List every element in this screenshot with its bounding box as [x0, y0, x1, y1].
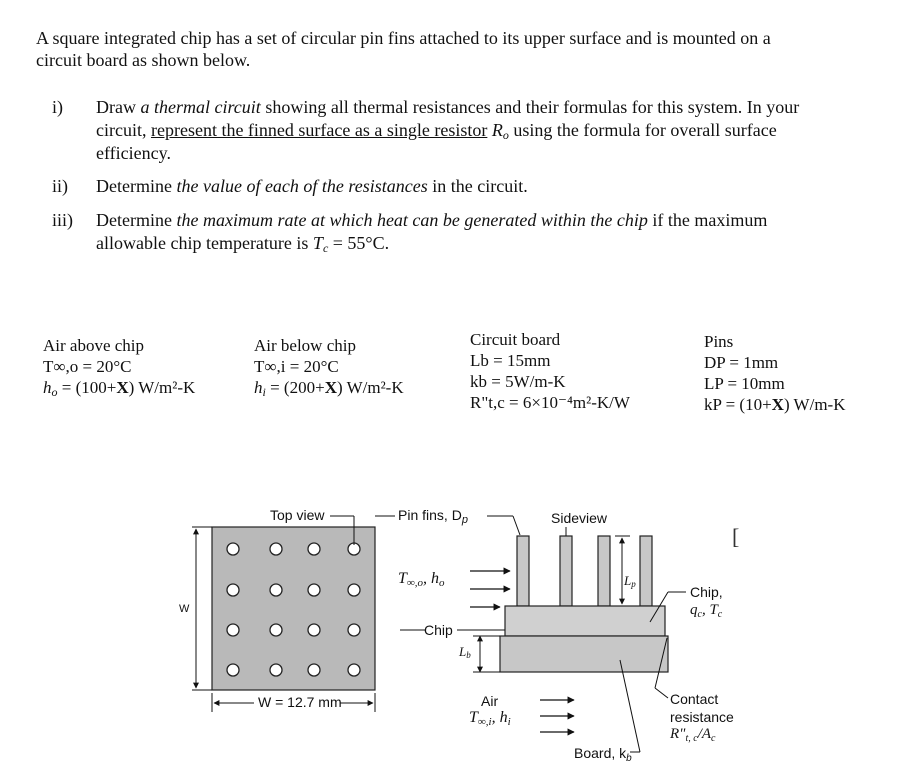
bracket-mark: [ [732, 524, 740, 549]
sideview-label: Sideview [551, 510, 608, 526]
given-contact-resistance: R"t,c = 6×10⁻⁴m²-K/W [470, 393, 630, 412]
symbol: T [312, 233, 323, 253]
leader-line [620, 660, 640, 752]
contact-formula [670, 726, 715, 744]
t-inf-o-label [398, 570, 445, 589]
leader-line [513, 516, 520, 535]
text: using the formula for overall surface [508, 120, 777, 140]
pin-circle [227, 543, 239, 555]
text: in the circuit. [427, 176, 528, 196]
text: kP = (10+ [704, 395, 772, 414]
given-title: Air above chip [43, 336, 145, 355]
board-label [574, 745, 632, 764]
symbol: T [398, 570, 407, 587]
top-view-label: Top view [270, 507, 325, 523]
symbol: L [624, 573, 632, 588]
pin-rect [517, 536, 529, 606]
text: Pin fins, D [398, 507, 462, 523]
emphasis: a thermal circuit [140, 97, 261, 117]
given-diameter: DP = 1mm [704, 353, 779, 372]
text: Draw [96, 97, 141, 117]
symbol: L [459, 644, 467, 659]
pin-circle [348, 664, 360, 676]
emphasis: the maximum rate at which heat can be generated within the chip [176, 210, 648, 230]
question-number: iii) [52, 210, 73, 230]
variable-x: X [116, 378, 129, 397]
pin-circle [308, 584, 320, 596]
airflow-arrows-bottom [540, 700, 574, 732]
subscript: c [717, 609, 723, 620]
chip-body [505, 606, 665, 636]
text: = (100+ [57, 378, 117, 397]
text: ) W/m²-K [336, 378, 404, 397]
subscript: i [507, 716, 511, 728]
pin-circle [348, 624, 360, 636]
subscript: ∞,i [477, 716, 492, 728]
text: = 55°C. [328, 233, 390, 253]
qc-tc-label [690, 602, 722, 620]
given-temperature: T∞,i = 20°C [254, 357, 339, 376]
pin-circle [270, 584, 282, 596]
w-dimension-label: W = 12.7 mm [258, 694, 342, 710]
given-length: Lb = 15mm [470, 351, 551, 370]
symbol: /A [697, 726, 712, 742]
symbol: T [469, 709, 478, 726]
given-length: LP = 10mm [704, 374, 785, 393]
text: allowable chip temperature is [96, 233, 313, 253]
text: circuit, [96, 120, 151, 140]
pin-fins-label [398, 507, 468, 526]
variable-x: X [324, 378, 337, 397]
text: if the maximum [647, 210, 768, 230]
pin-circle [270, 543, 282, 555]
text: showing all thermal resistances and their formulas for this system. In your [260, 97, 800, 117]
pin-circle [227, 624, 239, 636]
given-conductivity: kb = 5W/m-K [470, 372, 566, 391]
top-view [192, 516, 375, 712]
subscript: c [322, 241, 329, 255]
w-label: W [179, 603, 190, 615]
subscript: b [466, 650, 471, 660]
given-title: Air below chip [254, 336, 356, 355]
symbol: R" [670, 726, 686, 742]
underlined-text: represent the finned surface as a single resistor [150, 120, 488, 140]
variable-x: X [771, 395, 784, 414]
subscript: i [262, 385, 266, 399]
lb-label [459, 644, 471, 660]
pin-rect [560, 536, 572, 606]
symbol: , h [491, 709, 508, 726]
symbol: h [254, 378, 263, 397]
pin-circle [308, 664, 320, 676]
pin-rect [640, 536, 652, 606]
pin-rect [598, 536, 610, 606]
pin-circle [227, 664, 239, 676]
text: = (200+ [265, 378, 325, 397]
subscript: p [631, 579, 636, 589]
symbol: , T [701, 602, 718, 618]
pin-circle [270, 664, 282, 676]
subscript: t, c [685, 733, 698, 744]
subscript: c [697, 609, 702, 620]
question-line: efficiency. [96, 143, 171, 163]
board-body [500, 636, 668, 672]
pin-circle [348, 584, 360, 596]
given-temperature: T∞,o = 20°C [43, 357, 132, 376]
intro-line-2: circuit board as shown below. [36, 50, 251, 70]
text: Determine [96, 176, 177, 196]
text: Board, k [574, 745, 627, 761]
chip-label: Chip [424, 622, 453, 638]
given-title: Pins [704, 332, 734, 351]
pin-circle [227, 584, 239, 596]
air-label: Air [481, 693, 499, 709]
pin-circle [308, 624, 320, 636]
subscript: o [502, 128, 509, 142]
intro-line-1: A square integrated chip has a set of circular pin fins attached to its upper surface and is mounted on a [36, 28, 771, 48]
side-pins [517, 536, 652, 606]
leader-line [655, 688, 668, 698]
contact-label: Contact [670, 691, 719, 707]
symbol: q [690, 602, 698, 618]
subscript: p [461, 514, 468, 526]
subscript: c [711, 733, 716, 744]
text: ) W/m-K [783, 395, 846, 414]
resistance-label: resistance [670, 709, 734, 725]
given-title: Circuit board [470, 330, 561, 349]
symbol: R [487, 120, 503, 140]
symbol: , h [423, 570, 439, 587]
subscript: ∞,o [406, 577, 423, 589]
chip-right-label: Chip, [690, 584, 723, 600]
subscript: o [439, 577, 445, 589]
subscript: b [626, 753, 632, 764]
pin-circle [308, 543, 320, 555]
question-number: i) [52, 97, 63, 117]
lp-label [624, 573, 636, 589]
text: Determine [96, 210, 177, 230]
symbol: h [43, 378, 52, 397]
airflow-arrows-top [470, 571, 510, 607]
t-inf-i-label [469, 709, 511, 728]
pin-circle [270, 624, 282, 636]
text: ) W/m²-K [128, 378, 196, 397]
side-view [500, 527, 668, 672]
question-number: ii) [52, 176, 68, 196]
subscript: o [51, 385, 58, 399]
emphasis: the value of each of the resistances [176, 176, 428, 196]
